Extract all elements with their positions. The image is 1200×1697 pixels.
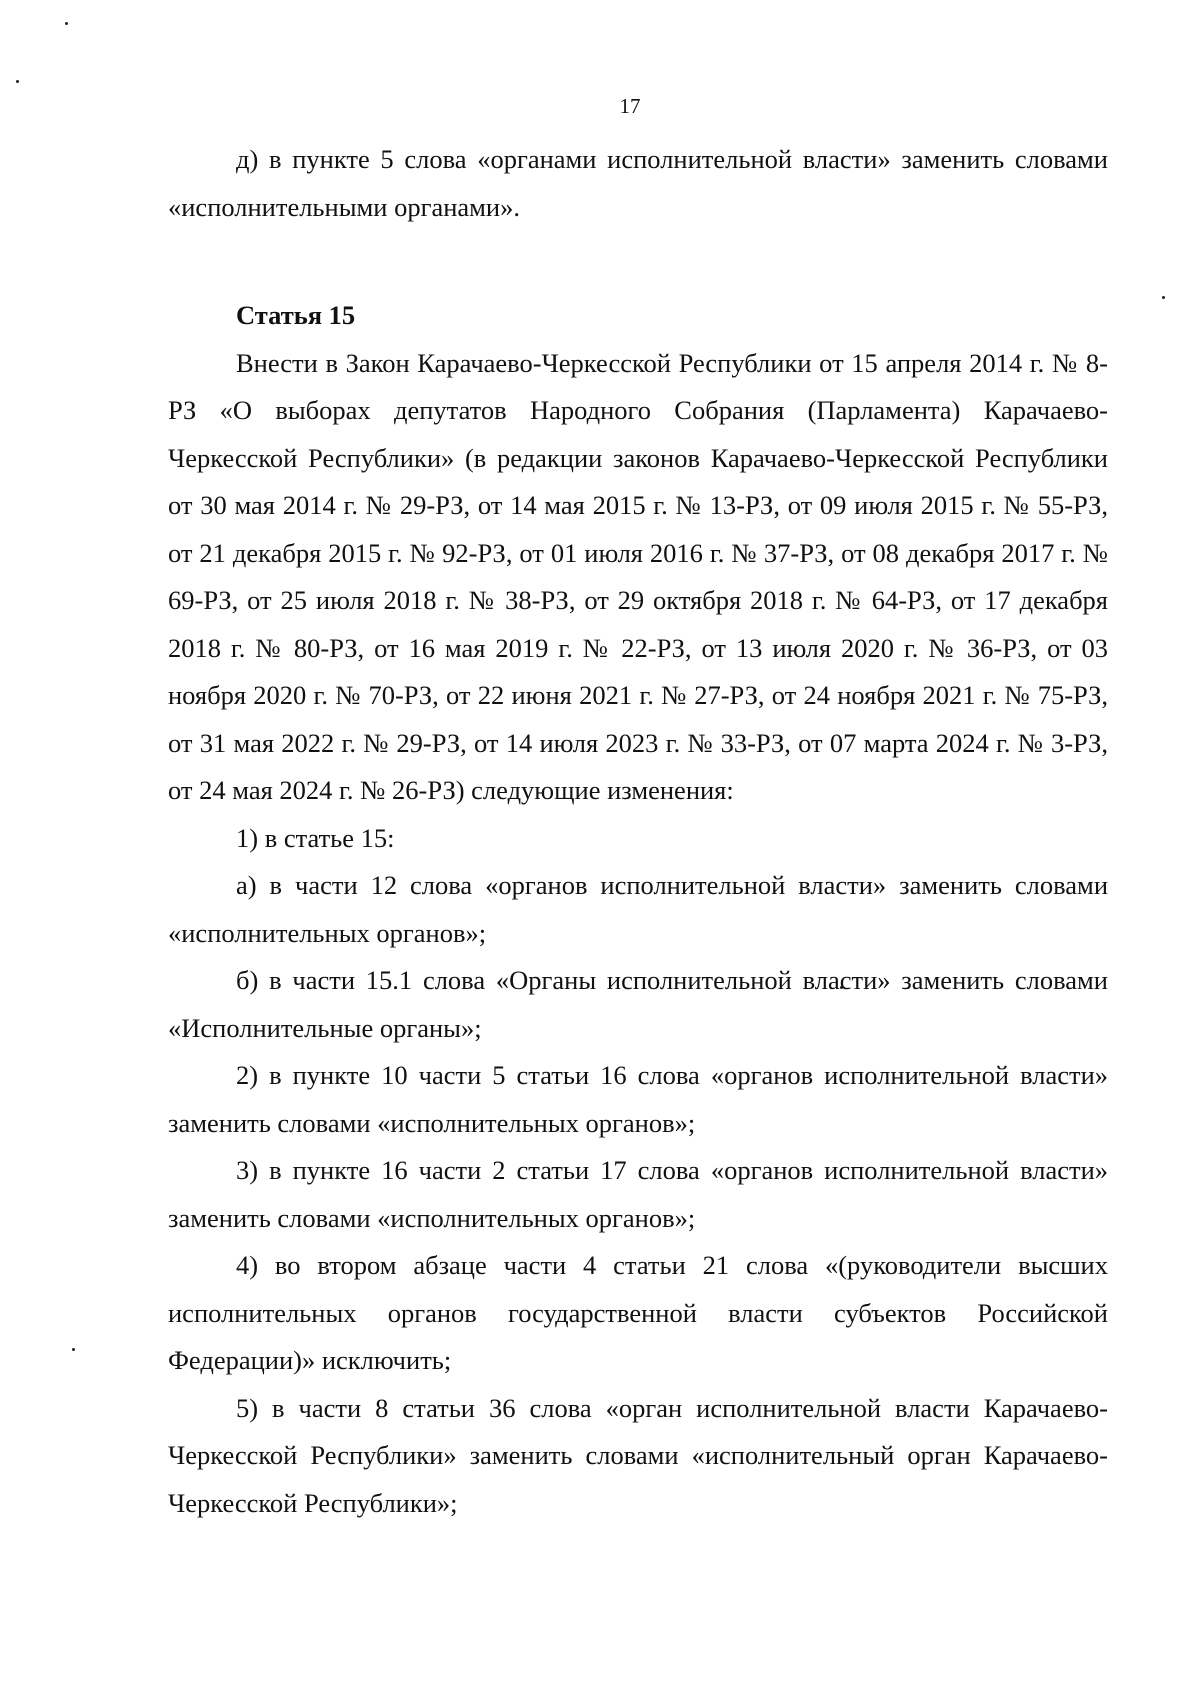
list-item: 4) во втором абзаце части 4 статьи 21 слова «(руководители высших исполнительных органов государственной власти субъектов Российской Федерации)» исключить; <box>168 1250 1108 1375</box>
main-paragraph: Внести в Закон Карачаево-Черкесской Республики от 15 апреля 2014 г. № 8-РЗ «О выборах депутатов Народного Собрания (Парламента) Карачаево-Черкесской Республики» (в редакции законов Карачаево-Черкесской Республики от 30 мая 2014 г. № 29-РЗ, от 14 мая 2015 г. № 13-РЗ, от 09 июля 2015 г. № 55-РЗ, от 21 декабря 2015 г. № 92-РЗ, от 01 июля 2016 г. № 37-РЗ, от 08 декабря 2017 г. № 69-РЗ, от 25 июля 2018 г. № 38-РЗ, от 29 октября 2018 г. № 64-РЗ, от 17 декабря 2018 г. № 80-РЗ, от 16 мая 2019 г. № 22-РЗ, от 13 июля 2020 г. № 36-РЗ, от 03 ноября 2020 г. № 70-РЗ, от 22 июня 2021 г. № 27-РЗ, от 24 ноября 2021 г. № 75-РЗ, от 31 мая 2022 г. № 29-РЗ, от 14 июля 2023 г. № 33-РЗ, от 07 марта 2024 г. № 3-РЗ, от 24 мая 2024 г. № 26-РЗ) следующие изменения: <box>168 347 1108 805</box>
list-item: 2) в пункте 10 части 5 статьи 16 слова «органов исполнительной власти» заменить словами «исполнительных органов»; <box>168 1060 1108 1138</box>
intro-block <box>168 136 1108 231</box>
article-block <box>168 292 1108 1527</box>
scan-speck <box>65 22 68 25</box>
scan-speck <box>16 80 19 83</box>
list-item: б) в части 15.1 слова «Органы исполнительной власти» заменить словами «Исполнительные органы»; <box>168 965 1108 1043</box>
scan-speck <box>1162 296 1165 299</box>
list-item: 1) в статье 15: <box>236 822 395 853</box>
scan-speck <box>72 1348 75 1351</box>
list-item: 5) в части 8 статьи 36 слова «орган исполнительной власти Карачаево-Черкесской Республики» заменить словами «исполнительный орган Карачаево-Черкесской Республики»; <box>168 1392 1108 1518</box>
list-item: 3) в пункте 16 части 2 статьи 17 слова «органов исполнительной власти» заменить словами «исполнительных органов»; <box>168 1155 1108 1233</box>
intro-paragraph: д) в пункте 5 слова «органами исполнительной власти» заменить словами «исполнительными органами». <box>168 144 1108 222</box>
page-number: 17 <box>619 94 641 118</box>
list-item: а) в части 12 слова «органов исполнительной власти» заменить словами «исполнительных органов»; <box>168 870 1108 948</box>
article-heading: Статья 15 <box>236 300 356 330</box>
